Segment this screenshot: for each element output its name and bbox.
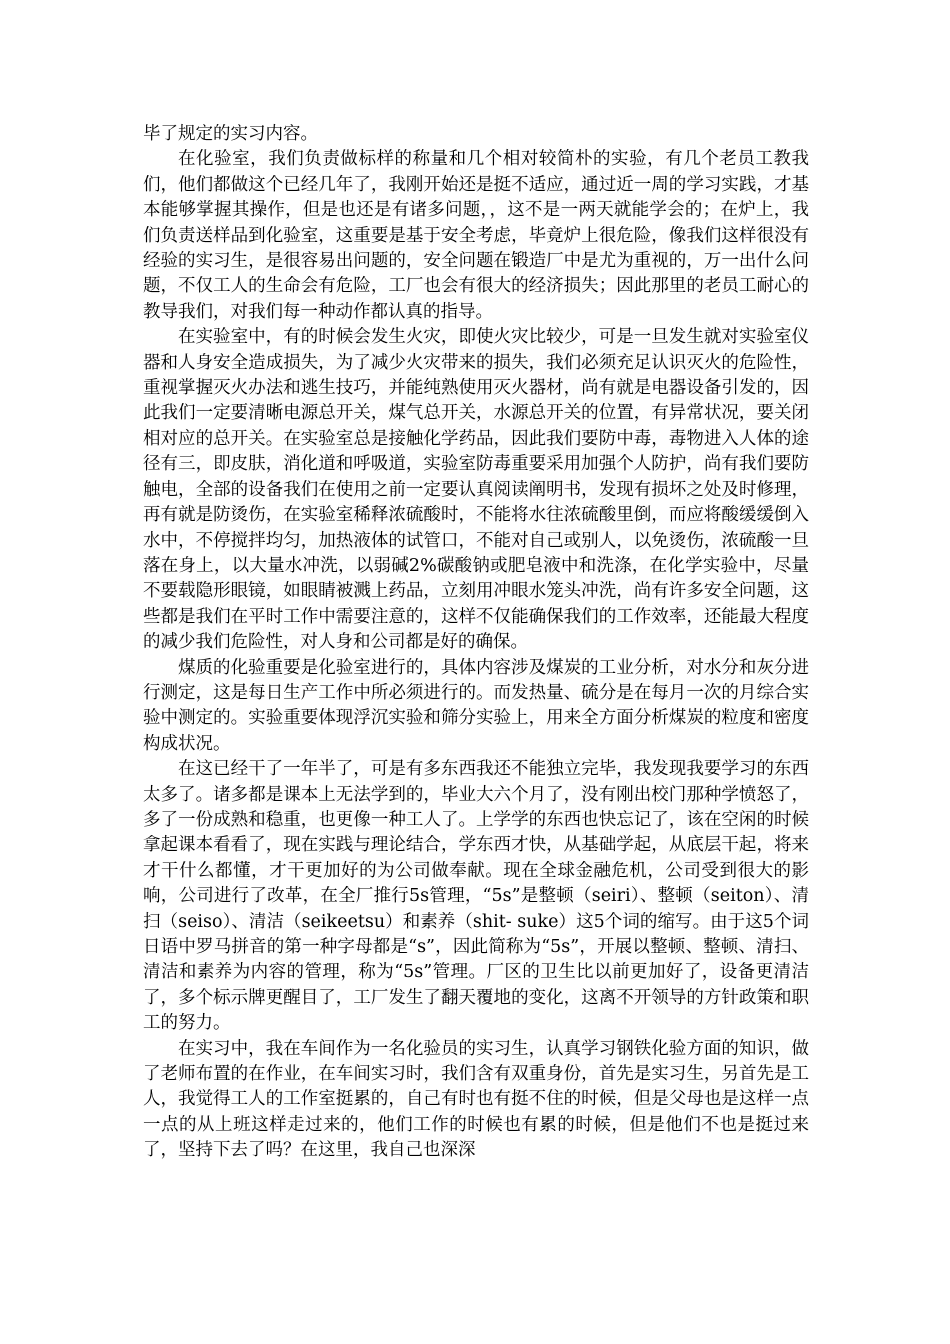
document-body (143, 122, 809, 1164)
paragraph-6: 在实习中，我在车间作为一名化验员的实习生，认真学习钢铁化验方面的知识，做了老师布置的在作业，在车间实习时，我们含有双重身份，首先是实习生，另首先是工人，我觉得工人的工作室挺累的，自己有时也有挺不住的时候，但是父母也是这样一点一点的从上班这样走过来的，他们工作的时候也有累的时候，但是他们不也是挺过来了，坚持下去了吗？在这里，我自己也深深 (143, 1038, 809, 1161)
paragraph-4: 煤质的化验重要是化验室进行的，具体内容涉及煤炭的工业分析，对水分和灰分进行测定，这是每日生产工作中所必须进行的。而发热量、硫分是在每月一次的月综合实验中测定的。实验重要体现浮沉实验和筛分实验上，用来全方面分析煤炭的粒度和密度构成状况。 (143, 657, 809, 754)
paragraph-1: 毕了规定的实习内容。 (143, 124, 318, 144)
paragraph-2: 在化验室，我们负责做标样的称量和几个相对较简朴的实验，有几个老员工教我们，他们都做这个已经几年了，我刚开始还是挺不适应，通过近一周的学习实践，才基本能够掌握其操作，但是也还是有诸多问题，，这不是一两天就能学会的；在炉上，我们负责送样品到化验室，这重要是基于安全考虑，毕竟炉上很危险，像我们这样很没有经验的实习生，是很容易出问题的，安全问题在锻造厂中是尤为重视的，万一出什么问题，不仅工人的生命会有危险，工厂也会有很大的经济损失；因此那里的老员工耐心的教导我们，对我们每一种动作都认真的指导。 (143, 149, 809, 322)
paragraph-5: 在这已经干了一年半了，可是有多东西我还不能独立完毕，我发现我要学习的东西太多了。诸多都是课本上无法学到的，毕业大六个月了，没有刚出校门那种学愤怒了，多了一份成熟和稳重，也更像一种工人了。上学学的东西也快忘记了，该在空闲的时候拿起课本看看了，现在实践与理论结合，学东西才快，从基础学起，从底层干起，将来才干什么都懂，才干更加好的为公司做奉献。现在全球金融危机，公司受到很大的影响，公司进行了改革，在全厂推行5s管理，“5s”是整顿（seiri）、整顿（seiton）、清扫（seiso）、清洁（seikeetsu）和素养（shit- suke）这5个词的缩写。由于这5个词日语中罗马拼音的第一种字母都是“s”，因此简称为“5s”，开展以整顿、整顿、清扫、清洁和素养为内容的管理，称为“5s”管理。厂区的卫生比以前更加好了，设备更清洁了，多个标示牌更醒目了，工厂发生了翻天覆地的变化，这离不开领导的方针政策和职工的努力。 (143, 759, 809, 1034)
paragraph-3: 在实验室中，有的时候会发生火灾，即使火灾比较少，可是一旦发生就对实验室仪器和人身安全造成损失，为了减少火灾带来的损失，我们必须充足认识灭火的危险性，重视掌握灭火办法和逃生技巧，并能纯熟使用灭火器材，尚有就是电器设备引发的，因此我们一定要清晰电源总开关，煤气总开关，水源总开关的位置，有异常状况，要关闭相对应的总开关。在实验室总是接触化学药品，因此我们要防中毒，毒物进入人体的途径有三，即皮肤，消化道和呼吸道，实验室防毒重要采用加强个人防护，尚有我们要防触电，全部的设备我们在使用之前一定要认真阅读阐明书，发现有损坏之处及时修理，再有就是防烫伤，在实验室稀释浓硫酸时，不能将水往浓硫酸里倒，而应将酸缓缓倒入水中，不停搅拌均匀，加热液体的试管口，不能对自己或别人，以免烫伤，浓硫酸一旦落在身上，以大量水冲洗，以弱碱2%碳酸钠或肥皂液中和洗涤，在化学实验中，尽量不要载隐形眼镜，如眼睛被溅上药品，立刻用冲眼水笼头冲洗，尚有许多安全问题，这些都是我们在平时工作中需要注意的，这样不仅能确保我们的工作效率，还能最大程度的减少我们危险性，对人身和公司都是好的确保。 (143, 327, 809, 653)
